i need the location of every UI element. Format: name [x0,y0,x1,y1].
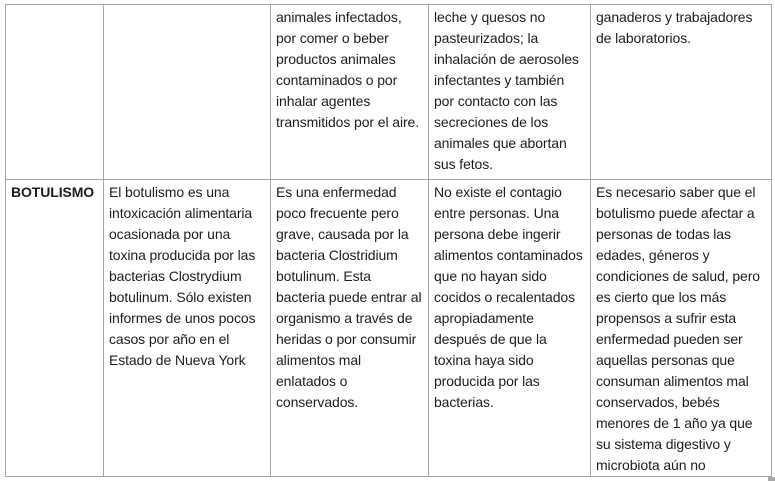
table-cell: No existe el contagio entre personas. Una persona debe ingerir alimentos contaminados que no hayan sido cocidos o recalentados apropiadamente después de que la toxina haya sido producida por las bacterias. [429,180,591,477]
table-row-botulismo [6,180,772,477]
document-table [5,4,772,477]
table-cell [104,5,271,180]
table-row-continuation [6,5,772,180]
table-cell: Es una enfermedad poco frecuente pero grave, causada por la bacteria Clostridium botulinum. Esta bacteria puede entrar al organismo a través de heridas o por consumir alimentos mal enlatados o conservados. [271,180,429,477]
table-cell: El botulismo es una intoxicación alimentaria ocasionada por una toxina producida por las bacterias Clostrydium botulinum. Sólo existen informes de unos pocos casos por año en el Estado de Nueva York [104,180,271,477]
table-resize-handle[interactable] [768,477,775,481]
table-cell: ganaderos y trabajadores de laboratorios. [591,5,772,180]
table-cell: Es necesario saber que el botulismo puede afectar a personas de todas las edades, géneros y condiciones de salud, pero es cierto que los más propensos a sufrir esta enfermedad pueden ser aquellas personas que consuman alimentos mal conservados, bebés menores de 1 año ya que su sistema digestivo y microbiota aún no [591,180,772,477]
table-cell [6,5,104,180]
table-cell-disease-name: BOTULISMO [6,180,104,477]
table-cell: leche y quesos no pasteurizados; la inhalación de aerosoles infectantes y también por contacto con las secreciones de los animales que abortan sus fetos. [429,5,591,180]
table-cell: animales infectados, por comer o beber productos animales contaminados o por inhalar agentes transmitidos por el aire. [271,5,429,180]
